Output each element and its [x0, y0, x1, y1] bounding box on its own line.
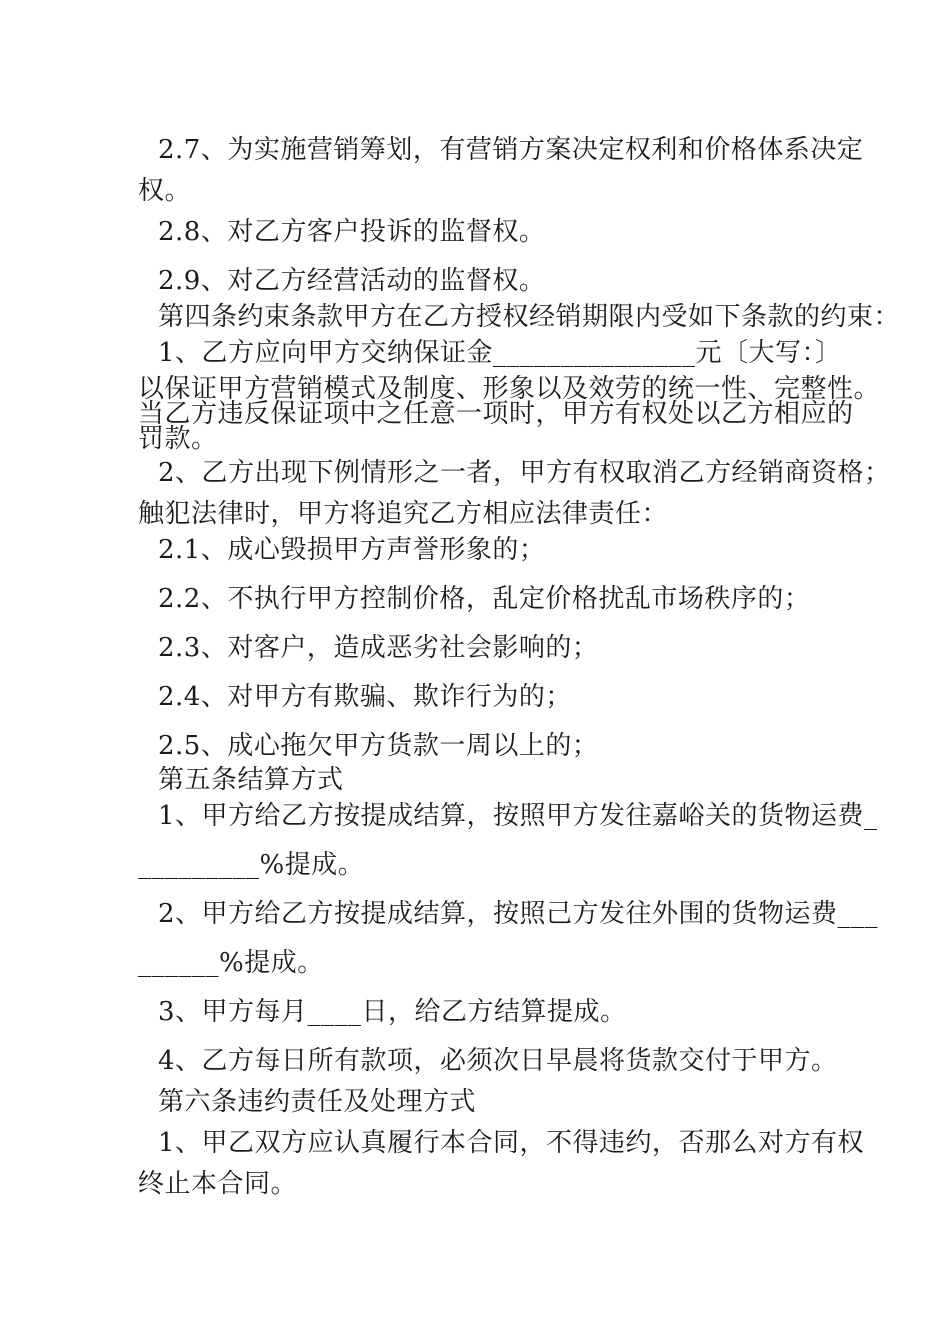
document-line: 1、乙方应向甲方交纳保证金_______________元〔大写：〕: [158, 338, 842, 368]
document-line: 2.1、成心毁损甲方声誉形象的；: [158, 535, 546, 565]
document-line: 终止本合同。: [138, 1169, 298, 1199]
document-line: _________%提成。: [138, 850, 365, 880]
document-line: 第四条约束条款甲方在乙方授权经销期限内受如下条款的约束：: [158, 302, 901, 332]
document-line: 1、甲方给乙方按提成结算，按照甲方发往嘉峪关的货物运费_: [158, 801, 878, 831]
document-line: 2、乙方出现下例情形之一者，甲方有权取消乙方经销商资格；: [158, 458, 891, 488]
document-line: 2.8、对乙方客户投诉的监督权。: [158, 217, 546, 247]
document-line: 第六条违约责任及处理方式: [158, 1087, 477, 1117]
document-line: 2、甲方给乙方按提成结算，按照己方发往外围的货物运费___: [158, 899, 879, 929]
document-line: 权。: [138, 176, 192, 206]
document-line: 以保证甲方营销模式及制度、形象以及效劳的统一性、完整性。: [138, 374, 881, 404]
document-line: 4、乙方每日所有款项，必须次日早晨将货款交付于甲方。: [158, 1046, 838, 1076]
document-line: 3、甲方每月____日，给乙方结算提成。: [158, 997, 627, 1027]
document-line: 第五条结算方式: [158, 765, 344, 795]
document-line: 1、甲乙双方应认真履行本合同，不得违约，否那么对方有权: [158, 1128, 865, 1158]
document-line: ______%提成。: [138, 948, 324, 978]
document-line: 2.4、对甲方有欺骗、欺诈行为的；: [158, 682, 572, 712]
document-line: 2.7、为实施营销筹划，有营销方案决定权利和价格体系决定: [158, 135, 864, 165]
document-line: 2.2、不执行甲方控制价格，乱定价格扰乱市场秩序的；: [158, 584, 811, 614]
document-line: 当乙方违反保证项中之任意一项时，甲方有权处以乙方相应的: [138, 399, 854, 429]
document-line: 触犯法律时，甲方将追究乙方相应法律责任：: [138, 499, 669, 529]
document-line: 罚款。: [138, 424, 218, 454]
document-line: 2.5、成心拖欠甲方货款一周以上的；: [158, 731, 599, 761]
document-line: 2.3、对客户，造成恶劣社会影响的；: [158, 633, 599, 663]
contract-text-body: [138, 135, 901, 1199]
document-line: 2.9、对乙方经营活动的监督权。: [158, 266, 546, 296]
